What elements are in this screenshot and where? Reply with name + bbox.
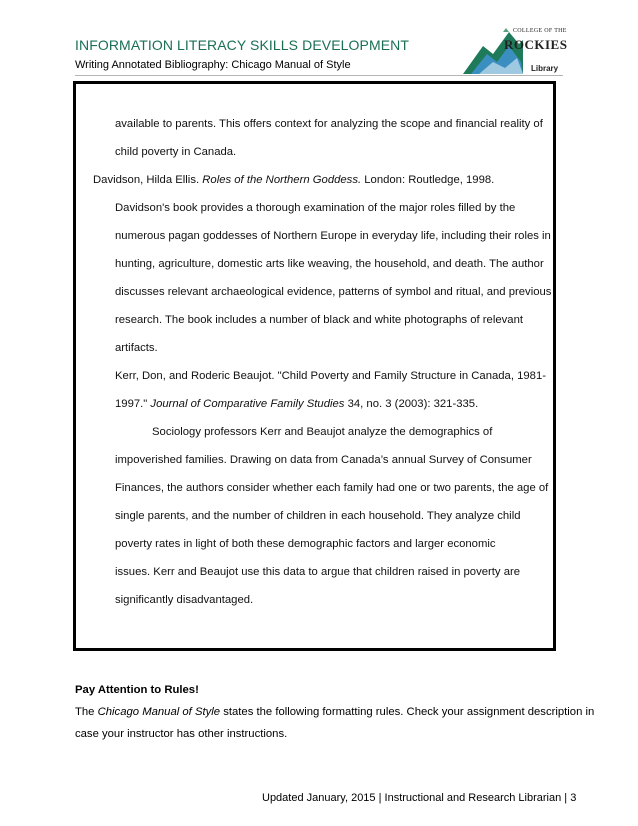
bibliography-line: impoverished families. Drawing on data from Canada’s annual Survey of Consumer: [115, 454, 532, 466]
bibliography-line: issues. Kerr and Beaujot use this data to argue that children raised in poverty are: [115, 566, 521, 578]
bibliography-line: discusses relevant archaeological evidence, patterns of symbol and ritual, and previous: [115, 286, 552, 298]
bibliography-line: Davidson, Hilda Ellis. Roles of the Northern Goddess. London: Routledge, 1998.: [93, 174, 495, 186]
bibliography-line: Davidson's book provides a thorough examination of the major roles filled by the: [115, 202, 516, 214]
bibliography-line: 1997." Journal of Comparative Family Studies 34, no. 3 (2003): 321-335.: [115, 398, 479, 410]
header-subtitle: Writing Annotated Bibliography: Chicago Manual of Style: [75, 59, 351, 71]
bibliography-line: Sociology professors Kerr and Beaujot analyze the demographics of: [152, 426, 493, 438]
rules-heading: Pay Attention to Rules!: [75, 684, 199, 696]
rules-paragraph-line-2: case your instructor has other instructions.: [75, 728, 288, 740]
logo-text-library: Library: [531, 64, 559, 73]
bibliography-line: numerous pagan goddesses of Northern Europe in everyday life, including their roles in: [115, 230, 551, 242]
logo-text-college: COLLEGE OF THE: [513, 28, 567, 34]
bibliography-line: child poverty in Canada.: [115, 146, 237, 158]
bibliography-line: single parents, and the number of children in each household. They analyze child: [115, 510, 521, 522]
bibliography-line: artifacts.: [115, 342, 158, 354]
bibliography-line: significantly disadvantaged.: [115, 594, 254, 606]
page-footer: Updated January, 2015 | Instructional and Research Librarian | 3: [262, 792, 577, 804]
bibliography-line: Finances, the authors consider whether each family had one or two parents, the age of: [115, 482, 549, 494]
bibliography-line: Kerr, Don, and Roderic Beaujot. "Child Poverty and Family Structure in Canada, 1981-: [115, 370, 547, 382]
bibliography-line: available to parents. This offers context for analyzing the scope and financial reality of: [115, 118, 543, 130]
logo-text-rockies: ROCKIES: [504, 37, 568, 52]
header-title: INFORMATION LITERACY SKILLS DEVELOPMENT: [75, 37, 410, 53]
bibliography-line: research. The book includes a number of black and white photographs of relevant: [115, 314, 523, 326]
rules-paragraph-line-1: The Chicago Manual of Style states the following formatting rules. Check your assignment description in: [75, 706, 595, 718]
bibliography-line: hunting, agriculture, domestic arts like weaving, the household, and death. The author: [115, 258, 544, 270]
bibliography-line: poverty rates in light of both these demographic factors and larger economic: [115, 538, 496, 550]
